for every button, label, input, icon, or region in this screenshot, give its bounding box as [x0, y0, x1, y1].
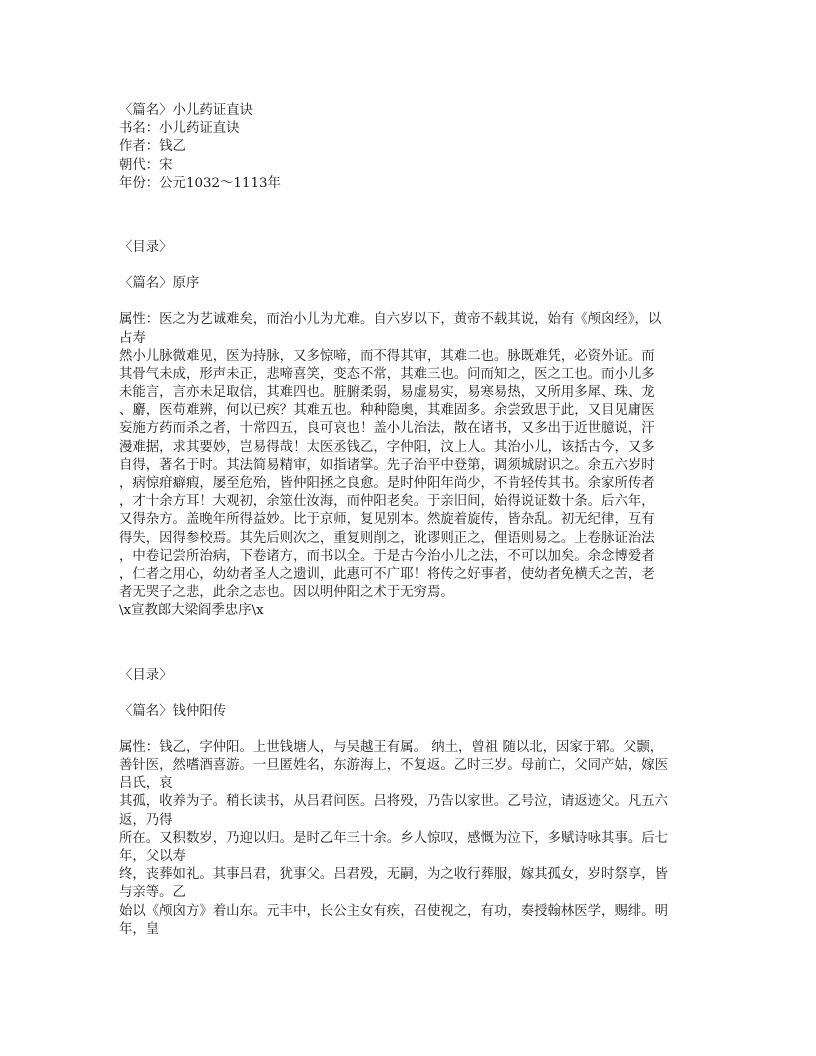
body-line: 返，乃得 — [119, 812, 173, 828]
spacer — [119, 193, 691, 239]
toc-label: 〈目录〉 — [119, 239, 173, 255]
spacer — [119, 685, 691, 703]
spacer — [119, 721, 691, 739]
body-line: 吕氏，哀 — [119, 776, 173, 792]
document-page — [119, 102, 691, 939]
section-title: 〈篇名〉原序 — [119, 276, 200, 292]
book-name: 书名：小儿药证直诀 — [119, 121, 240, 137]
years: 年份：公元1032～1113年 — [119, 175, 281, 191]
header-block — [119, 102, 691, 193]
body-line: 未能言，言亦未足取信，其难四也。脏腑柔弱，易虚易实，易寒易热，又所用多犀、珠、龙 — [119, 385, 655, 401]
author: 作者：钱乙 — [119, 139, 186, 155]
section-body — [119, 311, 691, 620]
body-line: 自得，著名于时。其法简易精审，如指诸掌。先子治平中登第，调须城尉识之。余五六岁时 — [119, 457, 655, 473]
body-line: 、麝，医苟难辨，何以已疾？其难五也。种种隐奥，其难固多。余尝致思于此，又目见庸医 — [119, 403, 655, 419]
section-body — [119, 739, 691, 939]
signature-line: \x宣教郎大梁阎季忠序\x — [119, 603, 264, 619]
spacer — [119, 293, 691, 311]
body-line: 属性：钱乙，字仲阳。上世钱塘人，与吴越王有属。 纳土，曾祖 随以北，因家于郓。父颢， — [119, 739, 664, 755]
section-title: 〈篇名〉钱仲阳传 — [119, 703, 227, 719]
spacer — [119, 257, 691, 275]
body-line: 年，皇 — [119, 921, 160, 937]
body-line: 占寿 — [119, 330, 146, 346]
body-line: 善针医，然嗜酒喜游。一旦匿姓名，东游海上，不复返。乙时三岁。母前亡，父同产姑，嫁医 — [119, 758, 669, 774]
body-line: ，病惊疳癖瘕，屡至危殆，皆仲阳拯之良愈。是时仲阳年尚少，不肯轻传其书。余家所传者 — [119, 476, 655, 491]
dynasty: 朝代：宋 — [119, 157, 173, 173]
section-preface — [119, 239, 691, 621]
body-line: 其孤，收养为子。稍长读书，从吕君问医。吕将殁，乃告以家世。乙号泣，请返迹父。凡五六 — [119, 794, 669, 810]
body-line: 始以《颅囟方》着山东。元丰中，长公主女有疾，召使视之，有功，奏授翰林医学，赐绯。明 — [119, 903, 669, 919]
body-line: ，中卷记尝所治病，下卷诸方，而书以全。于是古今治小儿之法，不可以加矣。余念博爱者 — [119, 548, 655, 564]
section-biography — [119, 667, 691, 939]
body-line: 与亲等。乙 — [119, 885, 186, 901]
spacer — [119, 621, 691, 667]
body-line: 年，父以寿 — [119, 849, 186, 864]
body-line: 所在。又积数岁，乃迎以归。是时乙年三十余。乡人惊叹，感慨为泣下，多赋诗咏其事。后七 — [119, 830, 669, 846]
body-line: 者无哭子之悲，此余之志也。因以明仲阳之术于无穷焉。 — [119, 585, 454, 601]
body-line: 终，丧葬如礼。其事吕君，犹事父。吕君殁，无嗣，为之收行葬服，嫁其孤女，岁时祭享，皆 — [119, 867, 669, 883]
body-line: 属性：医之为艺诚难矣，而治小儿为尤难。自六岁以下，黄帝不载其说，始有《颅囟经》，以 — [119, 312, 662, 328]
body-line: 又得杂方。盖晚年所得益妙。比于京师，复见别本。然旋着旋传，皆杂乱。初无纪律，互有 — [119, 512, 655, 528]
body-line: 得失，因得参校焉。其先后则次之，重复则削之，讹谬则正之，俚语则易之。上卷脉证治法 — [119, 530, 655, 546]
toc-label: 〈目录〉 — [119, 667, 173, 683]
body-line: 然小儿脉微难见，医为持脉，又多惊啼，而不得其审，其难二也。脉既难凭，必资外证。而 — [119, 348, 655, 364]
body-line: 漫难据，求其要妙，岂易得哉！太医丞钱乙，字仲阳，汶上人。其治小儿，该括古今，又多 — [119, 439, 655, 455]
body-line: 妄施方药而杀之者，十常四五，良可哀也！盖小儿治法，散在诸书，又多出于近世臆说，汗 — [119, 421, 655, 437]
body-line: ，仁者之用心，幼幼者圣人之遗训，此惠可不广耶！将传之好事者，使幼者免横夭之苦，老 — [119, 566, 655, 582]
body-line: ，才十余方耳！大观初，余筮仕汝海，而仲阳老矣。于亲旧间，始得说证数十条。后六年， — [119, 494, 655, 510]
body-line: 其骨气未成，形声未正，悲啼喜笑，变态不常，其难三也。问而知之，医之工也。而小儿多 — [119, 366, 655, 382]
chapter-title: 〈篇名〉小儿药证直诀 — [119, 103, 253, 118]
